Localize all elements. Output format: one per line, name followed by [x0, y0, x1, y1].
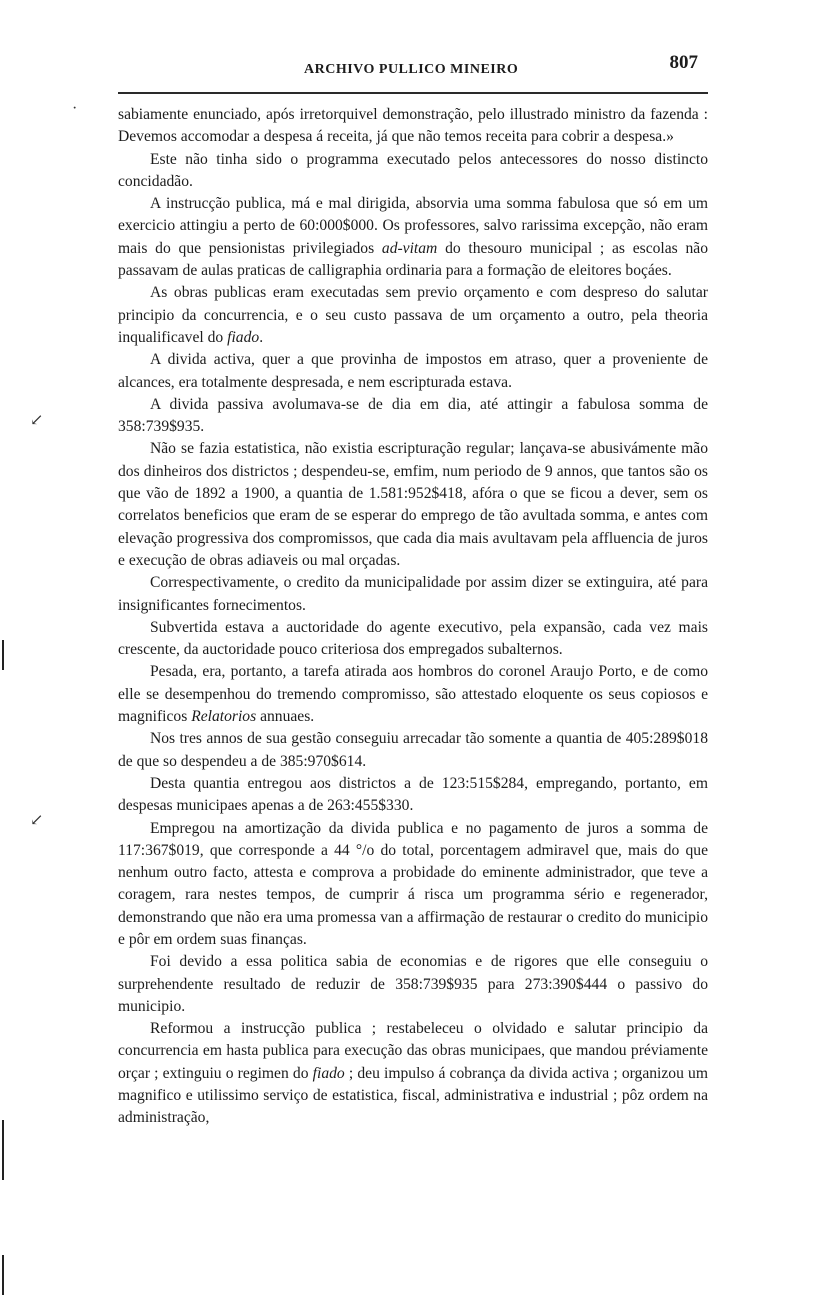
margin-scan-line — [2, 640, 4, 670]
paragraph — [118, 951, 708, 1018]
paragraph — [118, 728, 708, 773]
text-run: Reformou a instrucção publica ; restabeleceu o olvidado e salutar principio da concurrencia em hasta publica para execução das obras municipaes, que mandou préviamente orçar ; extinguiu o regimen do — [118, 1020, 708, 1082]
paragraph — [118, 818, 708, 952]
paragraph — [118, 1018, 708, 1129]
text-run: Não se fazia estatistica, não existia escripturação regular; lançava-se abusivámente mão dos dinheiros dos districtos ; despendeu-se, emfim, num periodo de 9 annos, que tantos são os que vão de 1892 a 1900, a quantia de 1.581:952$418, afóra o que se ficou a dever, sem os correlatos beneficios que eram de se esperar do emprego de tão avultada somma, e antes com elevação progressiva dos compromissos, que cada dia mais avultavam pela affluencia de juros e execução de obras adiaveis ou mal orçadas. — [118, 440, 708, 569]
text-run: . — [259, 328, 264, 346]
paragraph — [118, 438, 708, 572]
paragraph — [118, 282, 708, 349]
margin-arrow-mark: ↙ — [30, 812, 44, 829]
italic-term: Relatorios — [191, 708, 257, 726]
paragraph — [118, 617, 708, 662]
text-run: As obras publicas eram executadas sem previo orçamento e com despreso do salutar principio da concurrencia, e o seu custo passava de um orçamento a outro, pela theoria inqualificavel do — [118, 284, 708, 346]
text-run: A divida activa, quer a que provinha de impostos em atraso, quer a proveniente de alcances, era totalmente despresada, e nem escripturada estava. — [118, 351, 708, 391]
text-run: do thesouro municipal ; as escolas não passavam de aulas praticas de calligraphia ordinaria para a formação de eleitores boçáes. — [118, 239, 709, 280]
text-run: Desta quantia entregou aos districtos a de 123:515$284, empregando, portanto, em despesas municipaes apenas a de 263:455$330. — [118, 774, 708, 815]
text-run: Correspectivamente, o credito da municipalidade por assim dizer se extinguira, até para insignificantes fornecimentos. — [118, 574, 708, 614]
text-run: A instrucção publica, má e mal dirigida, absorvia uma somma fabulosa que só em um exercicio attingiu a perto de 60:000$000. Os professores, salvo rarissima excepção, não eram mais do que pensionistas privilegiados — [118, 195, 708, 257]
paragraph — [118, 394, 708, 439]
page-header — [118, 50, 708, 90]
body-text — [118, 104, 708, 1130]
margin-dot: · — [72, 100, 78, 117]
paragraph — [118, 149, 708, 194]
paragraph — [118, 773, 708, 818]
margin-scan-line — [2, 1120, 4, 1180]
margin-arrow-mark: ↙ — [30, 412, 44, 429]
text-run: ; deu impulso á cobrança da divida activa ; organizou um magnifico e utilissimo serviço de estatistica, fiscal, administrativa e industrial ; pôz ordem na administração, — [118, 1064, 708, 1127]
text-run: Este não tinha sido o programma executado pelos antecessores do nosso distincto concidadão. — [118, 150, 708, 190]
text-run: A divida passiva avolumava-se de dia em dia, até attingir a fabulosa somma de 358:739$935. — [118, 395, 708, 436]
italic-term: fiado — [312, 1064, 345, 1082]
paragraph — [118, 193, 708, 282]
paragraph — [118, 349, 708, 394]
text-run: Foi devido a essa politica sabia de economias e de rigores que elle conseguiu o surprehendente resultado de reduzir de 358:739$935 para 273:390$444 o passivo do municipio. — [118, 953, 708, 1015]
italic-term: ad-vitam — [381, 239, 438, 257]
text-run: Pesada, era, portanto, a tarefa atirada aos hombros do coronel Araujo Porto, e de como elle se desempenhou do tremendo compromisso, são attestado eloquente os seus copiosos e magnificos — [118, 663, 708, 726]
running-title: ARCHIVO PULLICO MINEIRO — [304, 62, 519, 77]
margin-scan-line — [2, 1255, 4, 1295]
page-number: 807 — [669, 52, 698, 73]
header-rule — [118, 92, 708, 94]
text-run: Subvertida estava a auctoridade do agente executivo, pela expansão, cada vez mais crescente, da auctoridade pouco criteriosa dos empregados subalternos. — [118, 618, 708, 659]
text-run: sabiamente enunciado, após irretorquivel demonstração, pelo illustrado ministro da fazenda : Devemos accomodar a despesa á receita, já que não temos receita para cobrir a despesa.» — [118, 106, 708, 146]
paragraph — [118, 572, 708, 617]
italic-term: fiado — [227, 328, 260, 346]
text-run: Empregou na amortização da divida publica e no pagamento de juros a somma de 117:367$019, que corresponde a 44 °/o do total, porcentagem admiravel que, mais do que nenhum outro facto, attesta e comprova a probidade do eminente administrador, que teve a coragem, rara nestes tempos, de cumprir á risca um programma sério e regenerador, demonstrando que não era uma promessa van a affirmação de restaurar o credito do municipio e pôr em ordem suas finanças. — [118, 819, 708, 948]
text-run: Nos tres annos de sua gestão conseguiu arrecadar tão somente a quantia de 405:289$018 de que so despendeu a de 385:970$614. — [118, 730, 708, 770]
paragraph — [118, 661, 708, 728]
text-run: annuaes. — [256, 708, 315, 726]
paragraph — [118, 104, 708, 149]
